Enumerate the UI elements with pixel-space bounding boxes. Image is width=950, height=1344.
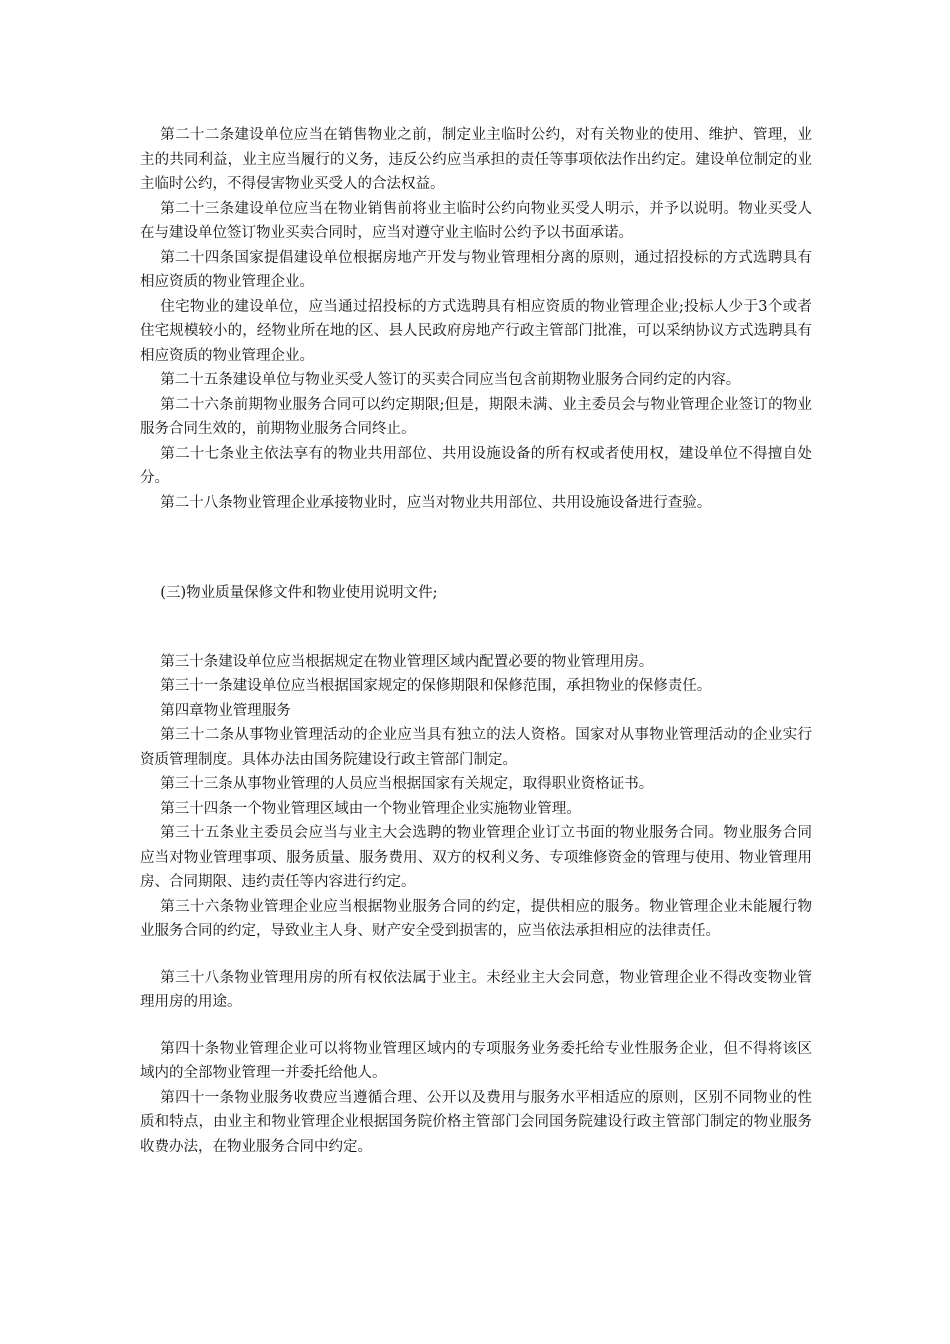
article-35: 第三十五条业主委员会应当与业主大会选聘的物业管理企业订立书面的物业服务合同。物业服务合同应当对物业管理事项、服务质量、服务费用、双方的权利义务、专项维修资金的管理与使用、物业管理用房、合同期限、违约责任等内容进行约定。 [140, 825, 812, 890]
article-38: 第三十八条物业管理用房的所有权依法属于业主。未经业主大会同意，物业管理企业不得改变物业管理用房的用途。 [140, 969, 812, 1010]
article-28: 第二十八条物业管理企业承接物业时，应当对物业共用部位、共用设施设备进行查验。 [160, 494, 712, 511]
article-32: 第三十二条从事物业管理活动的企业应当具有独立的法人资格。国家对从事物业管理活动的企业实行资质管理制度。具体办法由国务院建设行政主管部门制定。 [140, 727, 812, 768]
article-41: 第四十一条物业服务收费应当遵循合理、公开以及费用与服务水平相适应的原则，区别不同物业的性质和特点，由业主和物业管理企业根据国务院价格主管部门会同国务院建设行政主管部门制定的物业服务收费办法，在物业服务合同中约定。 [140, 1089, 812, 1155]
spacer [140, 515, 812, 581]
spacer [140, 606, 812, 650]
block-2 [140, 581, 812, 606]
block-5 [140, 1037, 812, 1160]
document-page [140, 123, 812, 1159]
item-3-warranty-docs: (三)物业质量保修文件和物业使用说明文件; [160, 585, 438, 601]
article-31: 第三十一条建设单位应当根据国家规定的保修期限和保修范围，承担物业的保修责任。 [160, 678, 712, 694]
article-34: 第三十四条一个物业管理区域由一个物业管理企业实施物业管理。 [160, 800, 581, 817]
article-24-para-2: 住宅物业的建设单位，应当通过招投标的方式选聘具有相应资质的物业管理企业;投标人少于3个或者住宅规模较小的，经物业所在地的区、县人民政府房地产行政主管部门批准，可以采纳协议方式选聘具有相应资质的物业管理企业。 [140, 298, 812, 364]
block-4 [140, 966, 812, 1015]
article-26: 第二十六条前期物业服务合同可以约定期限;但是，期限未满、业主委员会与物业管理企业签订的物业服务合同生效的，前期物业服务合同终止。 [140, 396, 812, 437]
article-40: 第四十条物业管理企业可以将物业管理区域内的专项服务业务委托给专业性服务企业，但不得将该区域内的全部物业管理一并委托给他人。 [140, 1040, 812, 1081]
spacer [140, 944, 812, 966]
article-36: 第三十六条物业管理企业应当根据物业服务合同的约定，提供相应的服务。物业管理企业未能履行物业服务合同的约定，导致业主人身、财产安全受到损害的，应当依法承担相应的法律责任。 [140, 898, 812, 939]
article-22: 第二十二条建设单位应当在销售物业之前，制定业主临时公约，对有关物业的使用、维护、管理，业主的共同利益，业主应当履行的义务，违反公约应当承担的责任等事项依法作出约定。建设单位制定的业主临时公约，不得侵害物业买受人的合法权益。 [140, 127, 812, 192]
spacer [140, 1015, 812, 1037]
article-30: 第三十条建设单位应当根据规定在物业管理区域内配置必要的物业管理用房。 [160, 653, 654, 670]
chapter-4-heading: 第四章物业管理服务 [160, 702, 291, 719]
article-23: 第二十三条建设单位应当在物业销售前将业主临时公约向物业买受人明示，并予以说明。物业买受人在与建设单位签订物业买卖合同时，应当对遵守业主临时公约予以书面承诺。 [140, 200, 812, 241]
article-24: 第二十四条国家提倡建设单位根据房地产开发与物业管理相分离的原则，通过招投标的方式选聘具有相应资质的物业管理企业。 [140, 249, 812, 290]
block-3 [140, 650, 812, 944]
article-25: 第二十五条建设单位与物业买受人签订的买卖合同应当包含前期物业服务合同约定的内容。 [160, 372, 741, 388]
article-27: 第二十七条业主依法享有的物业共用部位、共用设施设备的所有权或者使用权，建设单位不得擅自处分。 [140, 445, 812, 486]
block-1 [140, 123, 812, 515]
article-33: 第三十三条从事物业管理的人员应当根据国家有关规定，取得职业资格证书。 [160, 776, 654, 792]
